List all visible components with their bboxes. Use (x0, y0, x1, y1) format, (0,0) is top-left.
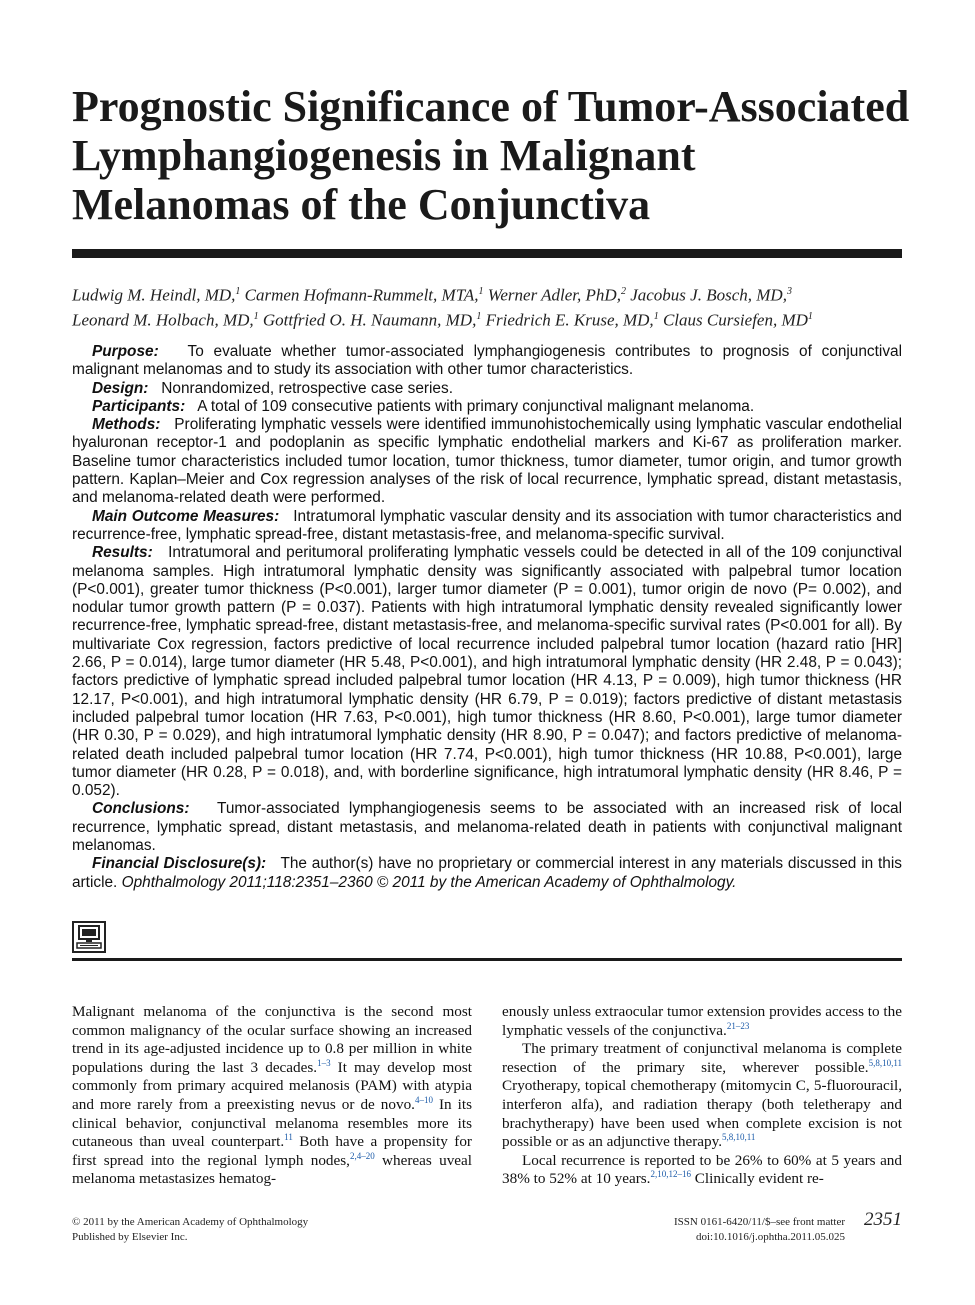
reference-link[interactable]: 2,10,12–16 (650, 1169, 691, 1180)
affiliation-marker: 2 (620, 286, 626, 297)
author-name: Jacobus J. Bosch, MD, (630, 285, 787, 305)
article-title: Prognostic Significance of Tumor-Associated Lymphangiogenesis in Malignant Melanomas of the Conjunctiva (72, 82, 910, 229)
section-heading: Main Outcome Measures: (92, 507, 280, 525)
section-heading: Results: (92, 544, 153, 562)
section-text: Proliferating lymphatic vessels were identified immunohistochemically using lymphatic vascular endothelial hyaluronan receptor-1 and podoplanin as specific lymphatic endothelial markers and Ki-67 as proliferation marker. Baseline tumor characteristics included tumor location, tumor thickness, tumor diameter, tumor origin, and tumor growth pattern. Kaplan–Meier and Cox regression analyses of the risk of local recurrence, lymphatic spread, distant metastasis, and melanoma-related death were performed. (72, 416, 902, 507)
body-text: Both have a propensity for first spread into the regional lymph nodes, (72, 1133, 472, 1169)
body-paragraph (502, 1040, 902, 1152)
reference-link[interactable]: 21–23 (726, 1020, 750, 1031)
publisher-line: Published by Elsevier Inc. (72, 1231, 188, 1243)
section-text: Tumor-associated lymphangiogenesis seems to be associated with an increased risk of local recurrence, lymphatic spread, distant metastasis, and melanoma-related death in patients with conjunctival malignant melanomas. (72, 800, 902, 855)
section-heading: Design: (92, 379, 149, 397)
abstract-divider (72, 958, 902, 961)
body-text: Malignant melanoma of the conjunctiva is the second most common malignancy of the ocular surface showing an increased trend in its age-adjusted incidence up to 0.8 per million in white populations during the last 3 decades. (72, 1003, 472, 1076)
author-list (72, 281, 902, 330)
reference-link[interactable]: 4–10 (414, 1094, 433, 1105)
journal-citation: Ophthalmology 2011;118:2351–2360 © 2011 by the American Academy of Ophthalmology. (121, 873, 737, 891)
copyright-line: © 2011 by the American Academy of Ophthalmology (72, 1216, 309, 1228)
abstract-design (72, 380, 902, 398)
body-paragraph (502, 1003, 902, 1040)
doi-link[interactable]: doi:10.1016/j.ophtha.2011.05.025 (695, 1231, 845, 1243)
reference-link[interactable]: 1–3 (317, 1057, 331, 1068)
title-divider (72, 249, 902, 258)
reference-link[interactable]: 5,8,10,11 (722, 1132, 756, 1143)
abstract-purpose (72, 343, 902, 380)
reference-link[interactable]: 2,4–20 (349, 1150, 375, 1161)
body-text: Cryotherapy, topical chemotherapy (mitomycin C, 5-fluorouracil, interferon alfa), and radiation therapy (both teletherapy and brachytherapy) have been used when complete excision is not possible or as an adjunctive therapy. (502, 1077, 902, 1151)
affiliation-marker: 1 (235, 286, 241, 297)
body-text: It may develop most commonly from primary acquired melanosis (PAM) with atypia and more rarely from a preexisting nevus or de novo. (72, 1058, 473, 1113)
body-text: Local recurrence is reported to be 26% to 60% at 5 years and 38% to 52% at 10 years. (502, 1151, 902, 1188)
author-name: Carmen Hofmann-Rummelt, MTA, (244, 285, 479, 305)
author-name: Ludwig M. Heindl, MD, (72, 285, 236, 305)
body-text: enously unless extraocular tumor extension provides access to the lymphatic vessels of the conjunctiva. (502, 1003, 902, 1039)
author-name: Leonard M. Holbach, MD, (72, 310, 254, 330)
abstract-participants (72, 398, 902, 416)
affiliation-marker: 1 (653, 310, 659, 322)
page-number: 2351 (864, 1209, 902, 1230)
abstract-conclusions (72, 800, 902, 855)
author-name: Claus Cursiefen, MD (662, 310, 808, 330)
affiliation-marker: 1 (807, 310, 813, 322)
body-text: The primary treatment of conjunctival melanoma is complete resection of the primary site, wherever possible. (502, 1040, 902, 1076)
affiliation-marker: 1 (476, 310, 482, 322)
section-text: Intratumoral and peritumoral proliferating lymphatic vessels could be detected in all of the 109 conjunctival melanoma samples. High intratumoral lymphatic density was significantly associated with palpebral tumor location (P<0.001), greater tumor thickness (P<0.001), larger tumor diameter (P = 0.001), tumor origin de novo (P= 0.002), and nodular tumor growth pattern (P = 0.037). Patients with high intratumoral lymphatic density revealed significantly lower recurrence-free, lymphatic spread-free, distant metastasis-free, and melanoma-specific survival rates (P<0.001 for all). By multivariate Cox regression, factors predictive of local recurrence included palpebral tumor location (hazard ratio [HR] 2.66, P = 0.014), large tumor diameter (HR 5.48, P<0.001), and high intratumoral lymphatic density (HR 2.48, P = 0.043); factors predictive of lymphatic spread included palpebral tumor location (HR 4.13, P = 0.009), high tumor thickness (HR 12.17, P<0.001), and high intratumoral lymphatic density (HR 6.79, P = 0.019); factors predictive of distant metastasis included palpebral tumor location (HR 7.63, P<0.001), high tumor thickness (HR 8.60, P<0.001), large tumor diameter (HR 0.30, P = 0.029), and high intratumoral lymphatic density (HR 8.90, P = 0.047); and factors predictive of melanoma-related death included palpebral tumor location (HR 7.74, P<0.001), high tumor thickness (HR 10.88, P<0.001), large tumor diameter (HR 0.28, P = 0.018), and, with borderline significance, high intratumoral lymphatic density (HR 8.46, P = 0.052). (72, 544, 903, 800)
body-column-right (502, 1003, 902, 1189)
issn-line: ISSN 0161-6420/11/$–see front matter (674, 1216, 845, 1228)
abstract-disclosure (72, 855, 902, 892)
author-name: Friedrich E. Kruse, MD, (485, 310, 654, 330)
affiliation-marker: 1 (253, 310, 259, 322)
body-text: Clinically evident re- (690, 1170, 824, 1188)
body-paragraph (502, 1152, 902, 1189)
section-text: To evaluate whether tumor-associated lymphangiogenesis contributes to prognosis of conjunctival malignant melanomas and to study its association with other tumor characteristics. (72, 343, 902, 379)
reference-link[interactable]: 5,8,10,11 (868, 1057, 902, 1068)
abstract (72, 343, 902, 892)
affiliation-marker: 1 (478, 286, 484, 297)
section-text: A total of 109 consecutive patients with primary conjunctival malignant melanoma. (197, 397, 755, 415)
footer-identifiers (600, 1215, 845, 1245)
abstract-outcomes (72, 508, 902, 545)
body-text: In its clinical behavior, conjunctival melanoma resembles more its cutaneous than uveal counterpart. (72, 1095, 472, 1151)
abstract-methods (72, 416, 902, 507)
body-paragraph (72, 1003, 472, 1189)
section-heading: Participants: (92, 397, 186, 415)
section-heading: Financial Disclosure(s): (92, 855, 267, 873)
author-name: Gottfried O. H. Naumann, MD, (262, 310, 477, 330)
section-heading: Purpose: (92, 343, 159, 360)
computer-monitor-icon[interactable] (72, 921, 106, 953)
author-name: Werner Adler, PhD, (487, 285, 621, 305)
section-heading: Conclusions: (92, 800, 190, 818)
body-text: whereas uveal melanoma metastasizes hematog- (72, 1151, 472, 1188)
reference-link[interactable]: 11 (284, 1132, 293, 1143)
section-text: The author(s) have no proprietary or commercial interest in any materials discussed in this article. (72, 855, 902, 891)
abstract-results (72, 544, 902, 800)
affiliation-marker: 3 (786, 286, 792, 297)
section-heading: Methods: (92, 416, 161, 434)
body-column-left (72, 1003, 472, 1189)
section-text: Nonrandomized, retrospective case series. (161, 379, 453, 397)
footer-copyright-block (72, 1215, 308, 1245)
section-text: Intratumoral lymphatic vascular density and its association with tumor characteristics and recurrence-free, lymphatic spread-free, distant metastasis-free, and melanoma-specific survival. (72, 507, 902, 543)
